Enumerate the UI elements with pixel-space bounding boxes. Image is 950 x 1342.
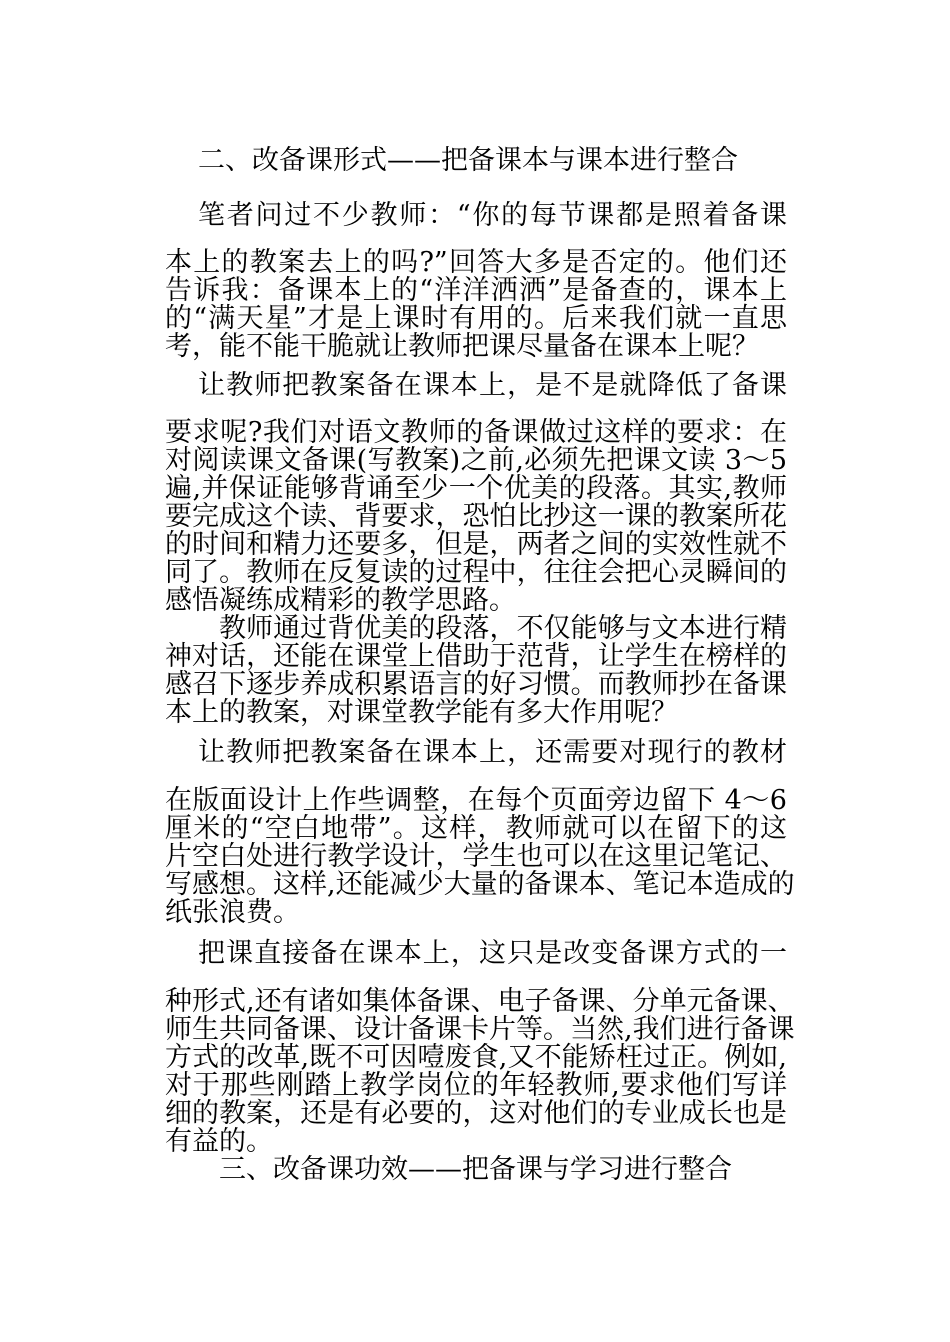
- paragraph-5-line: 细的教案，还是有必要的，这对他们的专业成长也是: [165, 1098, 787, 1129]
- paragraph-4-first-line: 让教师把教案备在课本上，还需要对现行的教材: [198, 737, 787, 768]
- paragraph-4-line: 厘米的“空白地带”。这样，教师就可以在留下的这: [165, 813, 787, 844]
- section-heading-three: 三、改备课功效——把备课与学习进行整合: [219, 1154, 732, 1185]
- paragraph-2-line: 要完成这个读、背要求，恐怕比抄这一课的教案所花: [165, 501, 787, 532]
- paragraph-2-line: 遍,并保证能够背诵至少一个优美的段落。其实,教师: [165, 473, 787, 504]
- paragraph-3-line: 感召下逐步养成积累语言的好习惯。而教师抄在备课: [165, 669, 787, 700]
- paragraph-2-line: 的时间和精力还要多，但是，两者之间的实效性就不: [165, 529, 787, 560]
- paragraph-2-line: 对阅读课文备课(写教案)之前,必须先把课文读 3～5: [165, 445, 787, 476]
- paragraph-1-first-line: 笔者问过不少教师：“你的每节课都是照着备课: [198, 200, 787, 231]
- paragraph-1-line: 告诉我：备课本上的“洋洋洒洒”是备查的，课本上: [165, 275, 787, 306]
- paragraph-2-first-line: 让教师把教案备在课本上，是不是就降低了备课: [198, 370, 787, 401]
- paragraph-5-line: 师生共同备课、设计备课卡片等。当然,我们进行备课: [165, 1014, 795, 1045]
- paragraph-5-line: 有益的。: [165, 1126, 273, 1157]
- paragraph-1-line: 本上的教案去上的吗?”回答大多是否定的。他们还: [165, 247, 787, 278]
- paragraph-5-line: 对于那些刚踏上教学岗位的年轻教师,要求他们写详: [165, 1070, 787, 1101]
- paragraph-4-line: 片空白处进行教学设计，学生也可以在这里记笔记、: [165, 841, 787, 872]
- paragraph-3-line: 神对话，还能在课堂上借助于范背，让学生在榜样的: [165, 641, 787, 672]
- paragraph-4-line: 在版面设计上作些调整，在每个页面旁边留下 4～6: [165, 785, 787, 816]
- paragraph-3-line: 本上的教案，对课堂教学能有多大作用呢？: [165, 697, 678, 728]
- paragraph-3-first-line: 教师通过背优美的段落，不仅能够与文本进行精: [219, 613, 787, 644]
- paragraph-5-line: 方式的改革,既不可因噎废食,又不能矫枉过正。例如,: [165, 1042, 787, 1073]
- paragraph-2-line: 感悟凝练成精彩的教学思路。: [165, 585, 516, 616]
- paragraph-1-line: 考，能不能干脆就让教师把课尽量备在课本上呢？: [165, 331, 759, 362]
- paragraph-5-line: 种形式,还有诸如集体备课、电子备课、分单元备课、: [165, 986, 795, 1017]
- paragraph-4-line: 写感想。这样,还能减少大量的备课本、笔记本造成的: [165, 869, 795, 900]
- section-heading-two: 二、改备课形式——把备课本与课本进行整合: [198, 145, 738, 176]
- paragraph-2-line: 同了。教师在反复读的过程中，往往会把心灵瞬间的: [165, 557, 787, 588]
- paragraph-1-line: 的“满天星”才是上课时有用的。后来我们就一直思: [165, 303, 787, 334]
- paragraph-2-line: 要求呢?我们对语文教师的备课做过这样的要求：在: [165, 417, 787, 448]
- paragraph-5-first-line: 把课直接备在课本上，这只是改变备课方式的一: [198, 938, 787, 969]
- paragraph-4-line: 纸张浪费。: [165, 897, 300, 928]
